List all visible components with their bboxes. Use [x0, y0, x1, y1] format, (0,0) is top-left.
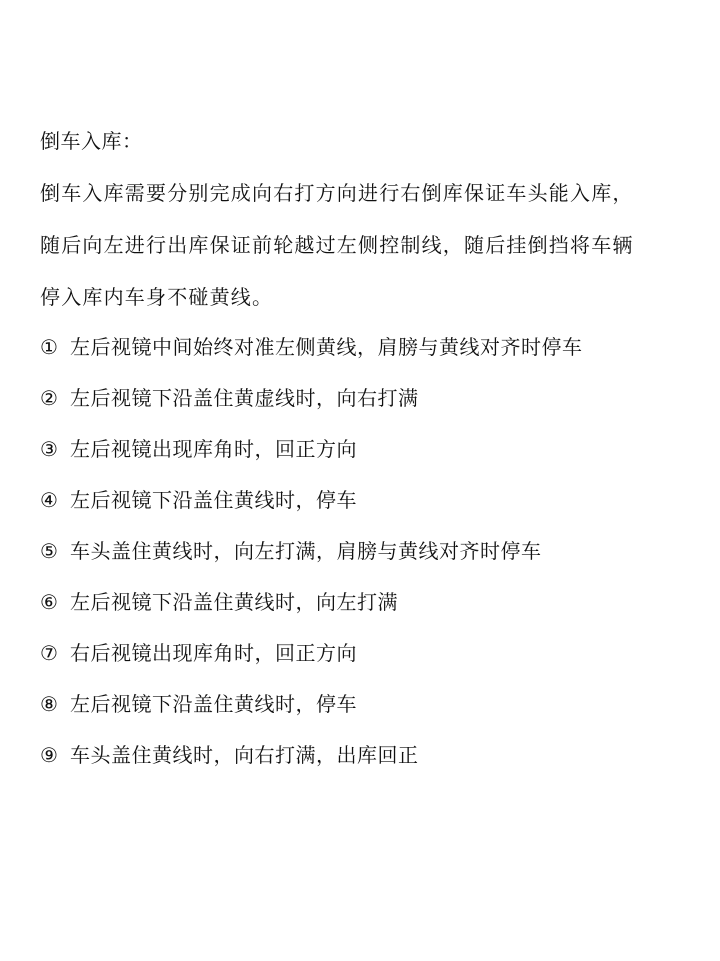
step-6 [40, 589, 398, 615]
step-9 [40, 742, 419, 768]
step-text: 车头盖住黄线时，向左打满，肩膀与黄线对齐时停车 [70, 539, 542, 563]
step-number: ⑧ [40, 692, 59, 716]
step-number: ⑨ [40, 743, 59, 767]
step-8 [40, 691, 357, 717]
step-number: ④ [40, 488, 59, 512]
step-number: ① [40, 335, 59, 359]
document-title: 倒车入库： [40, 129, 143, 153]
step-number: ⑤ [40, 539, 59, 563]
step-text: 右后视镜出现库角时，回正方向 [70, 641, 357, 665]
step-text: 左后视镜下沿盖住黄虚线时，向右打满 [70, 386, 419, 410]
intro-line-2: 随后向左进行出库保证前轮越过左侧控制线，随后挂倒挡将车辆 [40, 233, 634, 257]
step-text: 左后视镜下沿盖住黄线时，停车 [70, 488, 357, 512]
step-4 [40, 487, 357, 513]
step-text: 车头盖住黄线时，向右打满，出库回正 [70, 743, 419, 767]
step-number: ⑥ [40, 590, 59, 614]
step-text: 左后视镜出现库角时，回正方向 [70, 437, 357, 461]
intro-line-3: 停入库内车身不碰黄线。 [40, 285, 274, 309]
step-7 [40, 640, 357, 666]
intro-line-1: 倒车入库需要分别完成向右打方向进行右倒库保证车头能入库， [40, 181, 634, 205]
step-number: ② [40, 386, 59, 410]
step-text: 左后视镜下沿盖住黄线时，向左打满 [70, 590, 398, 614]
step-text: 左后视镜下沿盖住黄线时，停车 [70, 692, 357, 716]
step-5 [40, 538, 542, 564]
step-2 [40, 385, 419, 411]
step-number: ⑦ [40, 641, 59, 665]
step-number: ③ [40, 437, 59, 461]
step-text: 左后视镜中间始终对准左侧黄线，肩膀与黄线对齐时停车 [70, 335, 583, 359]
step-1 [40, 334, 583, 360]
step-3 [40, 436, 357, 462]
